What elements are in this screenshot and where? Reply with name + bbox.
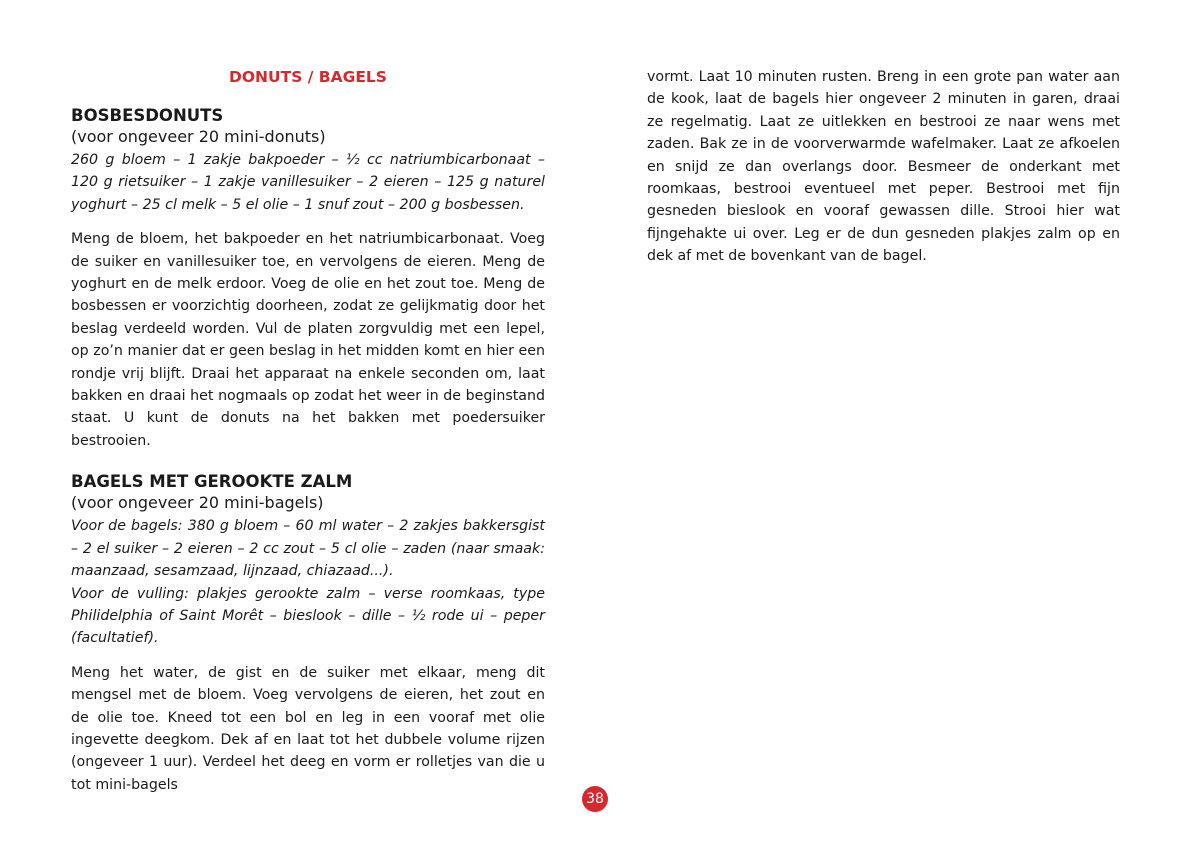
recipe-title-bosbesdonuts: BOSBESDONUTS xyxy=(71,106,224,125)
instructions-bagels-part1: Meng het water, de gist en de suiker met elkaar, meng dit mengsel met de bloem. Voeg vervolgens de eieren, het zout en de olie toe. Kneed tot een bol en leg in een vooraf met olie ingevette deegkom. Dek af en laat tot het dubbele volume rijzen (ongeveer 1 uur). Verdeel het deeg en vorm er rolletjes van die u tot mini-bagels xyxy=(71,664,545,793)
ingredients-donuts: 260 g bloem – 1 zakje bakpoeder – ½ cc natriumbicarbonaat – 120 g rietsuiker – 1 zakje vanillesuiker – 2 eieren – 125 g naturel yoghurt – 25 cl melk – 5 el olie – 1 snuf zout – 200 g bosbessen. xyxy=(71,152,545,213)
left-column xyxy=(71,66,545,796)
instructions-bagels-part2: vormt. Laat 10 minuten rusten. Breng in een grote pan water aan de kook, laat de bagels hier ongeveer 2 minuten in garen, draai ze regelmatig. Laat ze uitlekken en bestrooi ze naar wens met zaden. Bak ze in de voorverwarmde wafelmaker. Laat ze afkoelen en snijd ze dan overlangs door. Besmeer de onderkant met roomkaas, bestrooi eventueel met peper. Bestrooi met fijn gesneden bieslook en vooraf gewassen dille. Strooi hier wat fijngehakte ui over. Leg er de dun gesneden plakjes zalm op en dek af met de bovenkant van de bagel. xyxy=(647,69,1120,265)
recipe-yield-donuts: (voor ongeveer 20 mini-donuts) xyxy=(71,127,326,146)
recipe-yield-bagels: (voor ongeveer 20 mini-bagels) xyxy=(71,493,324,513)
ingredients-bagels: Voor de bagels: 380 g bloem – 60 ml water – 2 zakjes bakkersgist – 2 el suiker – 2 eieren – 2 cc zout – 5 cl olie – zaden (naar smaak: maanzaad, sesamzaad, lijnzaad, chiazaad...). xyxy=(71,518,545,580)
right-column xyxy=(647,66,1120,268)
recipe-title-bagels: BAGELS MET GEROOKTE ZALM xyxy=(71,472,353,492)
section-title: DONUTS / BAGELS xyxy=(229,68,387,86)
ingredients-filling: Voor de vulling: plakjes gerookte zalm – verse roomkaas, type Philidelphia of Saint Morêt – bieslook – dille – ½ rode ui – peper (facultatief). xyxy=(71,585,545,647)
instructions-donuts: Meng de bloem, het bakpoeder en het natriumbicarbonaat. Voeg de suiker en vanillesuiker toe, en vervolgens de eieren. Meng de yoghurt en de melk erdoor. Voeg de olie en het zout toe. Meng de bosbessen er voorzichtig doorheen, zodat ze gelijkmatig door het beslag verdeeld worden. Vul de platen zorgvuldig met een lepel, op zo’n manier dat er geen beslag in het midden komt en hier een rondje vrij blijft. Draai het apparaat na enkele seconden om, laat bakken en draai het nogmaals op zodat het weer in de beginstand staat. U kunt de donuts na het bakken met poedersuiker bestrooien. xyxy=(71,231,545,449)
page-number-badge: 38 xyxy=(582,786,608,812)
